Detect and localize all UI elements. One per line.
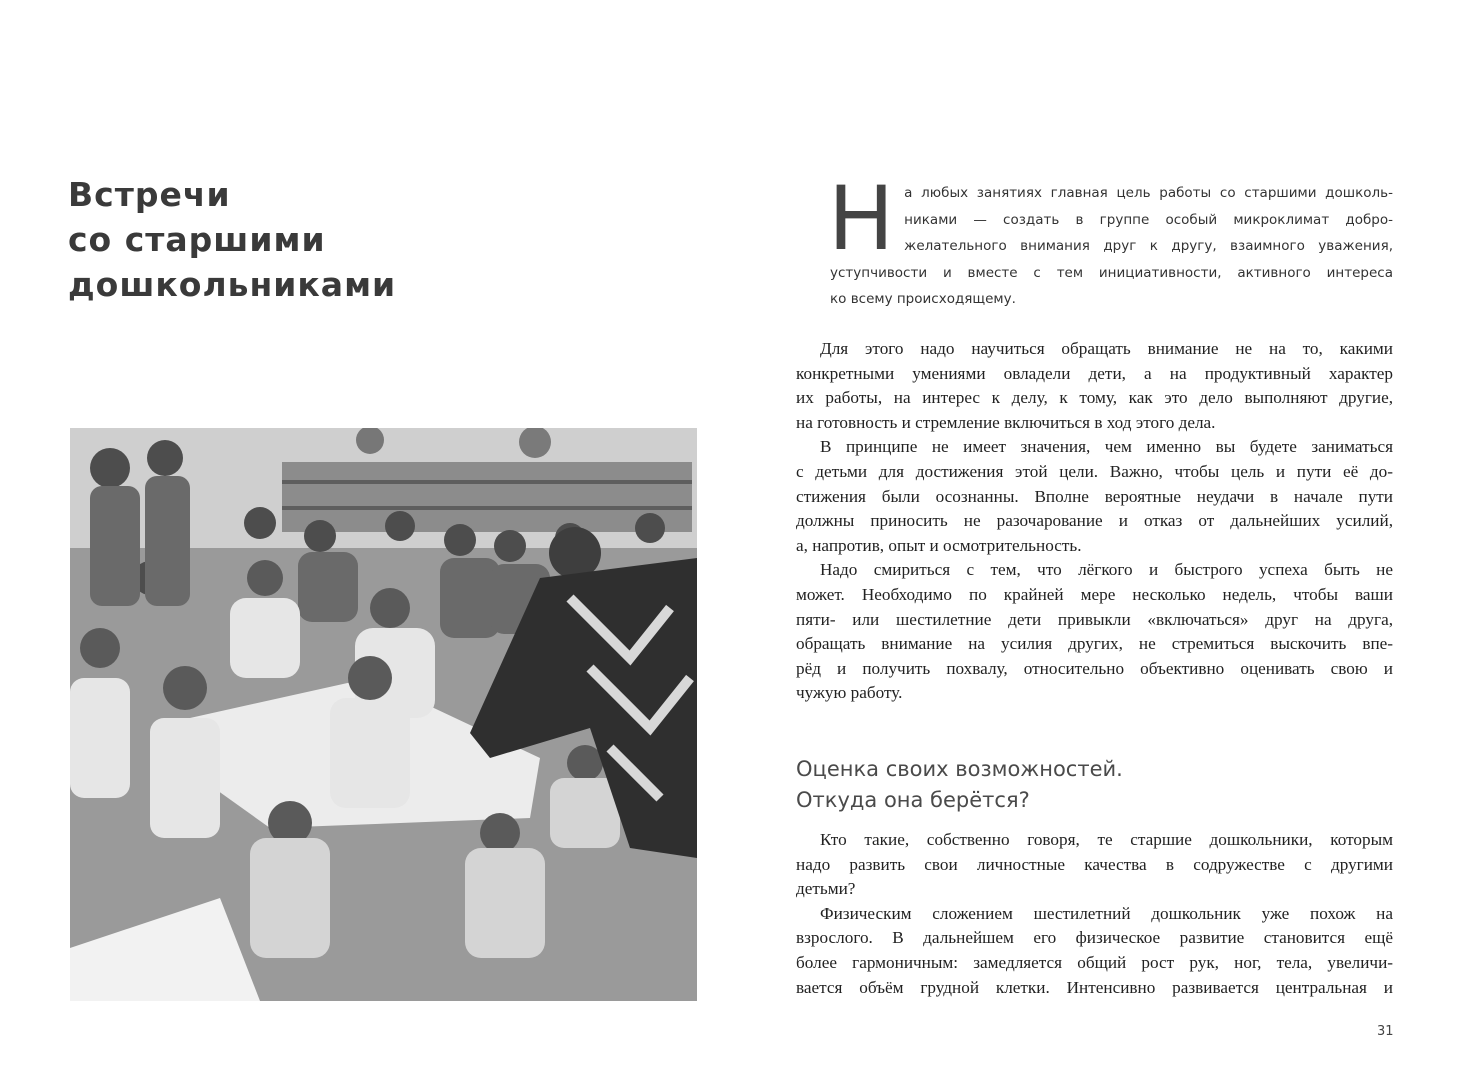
text-line: Надо смириться с тем, что лёгкого и быстрого успеха быть не: [820, 560, 1393, 580]
text-line: Кто такие, собственно говоря, те старшие дошкольники, которым: [820, 830, 1393, 849]
text-line: пяти- или шестилетние дети привыкли «включаться» друг на друга,: [796, 609, 1393, 629]
intro-line: уступчивости и вместе с тем инициативности, активного интереса: [830, 264, 1393, 281]
text-line: детьми?: [796, 879, 856, 899]
chapter-title-line: Встречи: [68, 175, 231, 214]
subheading-line: Оценка своих возможностей.: [796, 757, 1123, 781]
chapter-title-line: дошкольниками: [68, 265, 397, 304]
text-line: вается объём грудной клетки. Интенсивно развивается центральная и: [796, 977, 1393, 997]
text-line: обращать внимание на усилия других, не стремиться выскочить впе-: [796, 634, 1393, 654]
text-line: их работы, на интерес к делу, к тому, как это дело выполняют другие,: [796, 388, 1393, 408]
intro-line: ко всему происходящему.: [830, 291, 1016, 307]
drop-cap: Н: [828, 167, 895, 270]
photo-illustration: [70, 428, 697, 1001]
intro-line: а любых занятиях главная цель работы со старшими дошколь-: [904, 185, 1393, 201]
chapter-title-line: со старшими: [68, 220, 326, 259]
subheading-line: Откуда она берётся?: [796, 788, 1030, 812]
intro-paragraph: [828, 167, 1393, 313]
intro-line: желательного внимания друг к другу, взаимного уважения,: [904, 238, 1393, 254]
text-line: рёд и получить похвалу, относительно объективно оценивать свою и: [796, 658, 1393, 678]
body-text-block: [796, 337, 1393, 706]
intro-line: никами — создать в группе особый микроклимат добро-: [904, 211, 1393, 228]
text-line: должны приносить не разочарование и отказ от дальнейших усилий,: [796, 511, 1393, 531]
text-line: более гармоничным: замедляется общий рост рук, ног, тела, увеличи-: [796, 952, 1393, 972]
text-line: с детьми для достижения этой цели. Важно, чтобы цель и пути её до-: [796, 461, 1393, 481]
text-line: конкретными умениями овладели дети, а на продуктивный характер: [796, 363, 1393, 383]
text-line: В принципе не имеет значения, чем именно вы будете заниматься: [820, 437, 1393, 457]
text-line: взрослого. В дальнейшем его физическое развитие становится ещё: [796, 928, 1393, 948]
text-line: надо развить свои личностные качества в содружестве с другими: [796, 854, 1393, 874]
text-line: Для этого надо научиться обращать внимание не на то, какими: [820, 339, 1393, 358]
text-line: чужую работу.: [796, 683, 903, 703]
text-line: на готовность и стремление включиться в ход этого дела.: [796, 412, 1216, 432]
text-line: Физическим сложением шестилетний дошкольник уже похож на: [820, 903, 1393, 923]
text-line: а, напротив, опыт и осмотрительность.: [796, 535, 1082, 555]
text-line: стижения были осознанны. Вполне вероятные неудачи в начале пути: [796, 486, 1393, 506]
section-subheading: [796, 754, 1393, 816]
classroom-photo: [70, 428, 697, 1001]
text-line: может. Необходимо по крайней мере несколько недель, чтобы ваши: [796, 584, 1393, 604]
page-number: 31: [1377, 1024, 1394, 1039]
body-text-block: [796, 828, 1393, 1000]
chapter-title: [68, 172, 468, 307]
